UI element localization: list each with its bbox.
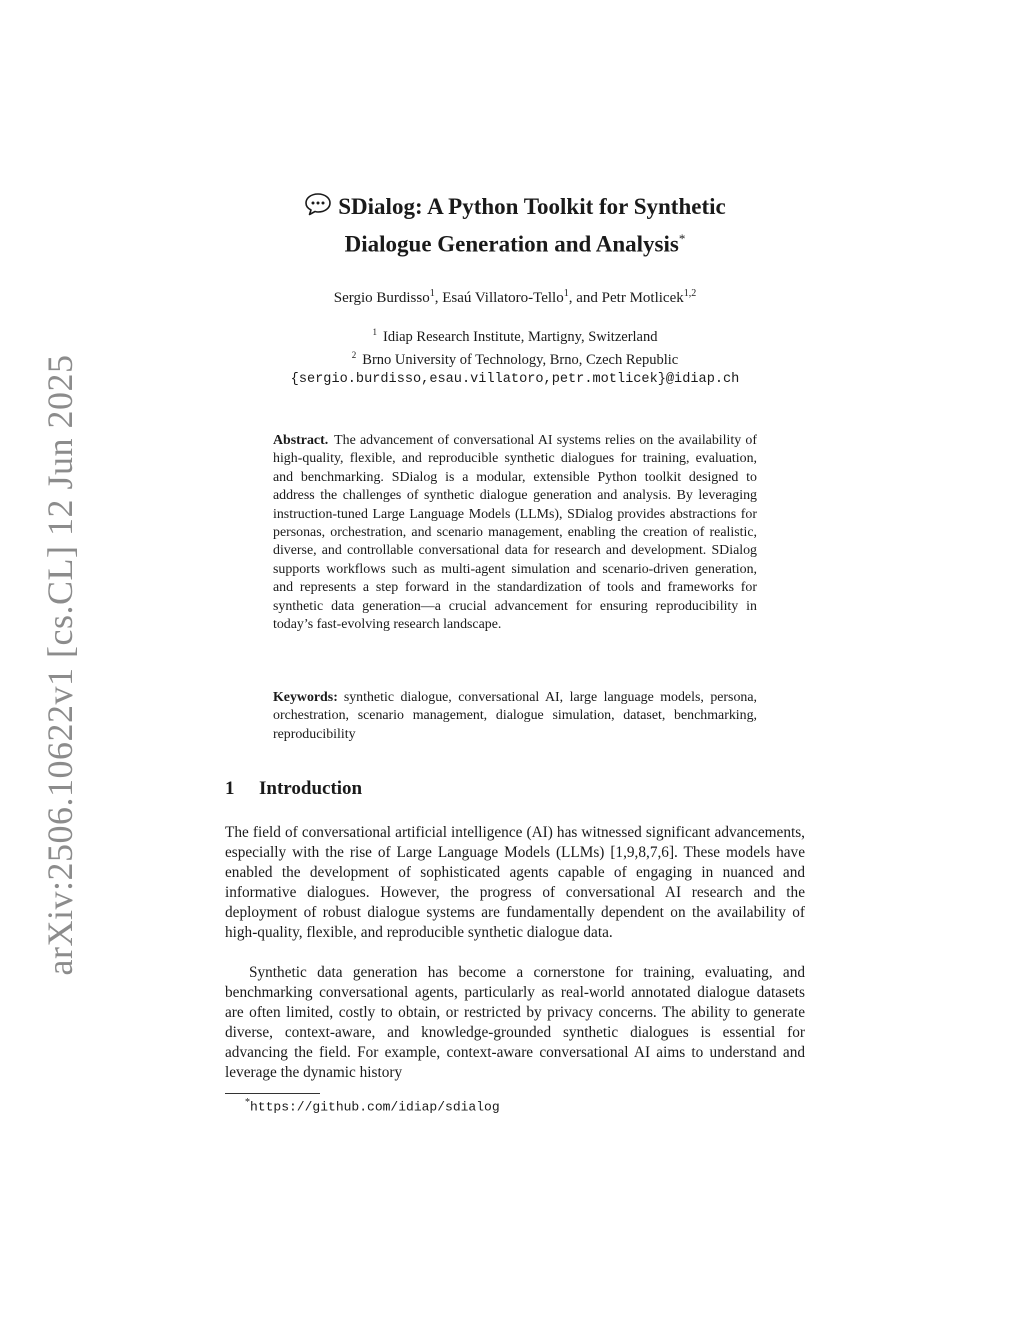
title-line-1: SDialog: A Python Toolkit for Synthetic (338, 194, 726, 219)
section-heading (225, 778, 362, 800)
body-paragraph: Synthetic data generation has become a cornerstone for training, evaluating, and benchmarking conversational agents, particularly as real-world annotated dialogue datasets are often limited, costly to obtain, or restricted by privacy concerns. The ability to generate diverse, context-aware, and knowledge-grounded synthetic dialogues is essential for advancing the field. For example, context-aware conversational AI aims to understand and leverage the dynamic history (225, 964, 805, 1082)
author-list (225, 288, 805, 307)
footnote-divider (225, 1093, 320, 1094)
author-name: Petr Motlicek (601, 289, 684, 306)
author-separator: , and (568, 289, 602, 306)
abstract-label: Abstract. (273, 433, 329, 448)
affiliation-text: Brno University of Technology, Brno, Czech Republic (362, 352, 679, 369)
author-separator: , (434, 289, 443, 306)
affiliation-number: 2 (351, 350, 357, 361)
author-name: Sergio Burdisso (333, 289, 430, 306)
keywords-label: Keywords: (273, 690, 338, 705)
title-line-2: Dialogue Generation and Analysis (344, 231, 679, 257)
abstract-text: The advancement of conversational AI systems relies on the availability of high-quality, flexible, and reproducible synthetic dialogues for training, evaluation, and benchmarking. SDialog is a modular, extensible Python toolkit designed to address the challenges of synthetic dialogue generation and analysis. By leveraging instruction-tuned Large Language Models (LLMs), SDialog provides abstractions for personas, orchestration, and scenario management, enabling the creation of realistic, diverse, and controllable conversational data for research and development. SDialog supports workflows such as multi-agent simulation and scenario-driven generation, and represents a step forward in the standardization of tools and frameworks for synthetic data generation—a crucial advancement for ensuring reproducibility in today’s fast-evolving research landscape. (273, 433, 757, 633)
affiliation (225, 346, 805, 370)
paper-title (225, 192, 805, 260)
keywords-text: synthetic dialogue, conversational AI, large language models, persona, orchestration, scenario management, dialogue simulation, dataset, benchmarking, reproducibility (273, 690, 757, 742)
author-affiliation-marker: 1,2 (683, 287, 697, 299)
title-footnote-marker: * (678, 231, 686, 246)
affiliation (225, 323, 805, 347)
author-affiliation-marker: 1 (429, 287, 435, 299)
section-number: 1 (225, 778, 235, 799)
footnote-marker: * (245, 1097, 250, 1108)
section-title: Introduction (259, 778, 363, 799)
arxiv-identifier: arXiv:2506.10622v1 [cs.CL] 12 Jun 2025 (40, 354, 80, 976)
abstract (273, 432, 757, 634)
affiliation-text: Idiap Research Institute, Martigny, Switzerland (383, 328, 658, 345)
affiliation-number: 1 (372, 326, 377, 337)
footnote (245, 1097, 500, 1114)
keywords (273, 689, 757, 744)
title-block (225, 192, 805, 389)
author-affiliation-marker: 1 (563, 287, 569, 299)
footnote-link[interactable]: https://github.com/idiap/sdialog (250, 1099, 500, 1115)
author-emails: {sergio.burdisso,esau.villatoro,petr.motlicek}@idiap.ch (290, 372, 740, 388)
speech-bubble-icon (304, 192, 332, 224)
body-paragraph: The field of conversational artificial intelligence (AI) has witnessed significant advancements, especially with the rise of Large Language Models (LLMs) [1,9,8,7,6]. These models have enabled the development of sophisticated agents capable of engaging in nuanced and informative dialogues. However, the progress of conversational AI research and the deployment of robust dialogue systems are fundamentally dependent on the availability of high-quality, flexible, and reproducible synthetic dialogue data. (225, 824, 805, 942)
author-name: Esaú Villatoro-Tello (442, 289, 564, 306)
